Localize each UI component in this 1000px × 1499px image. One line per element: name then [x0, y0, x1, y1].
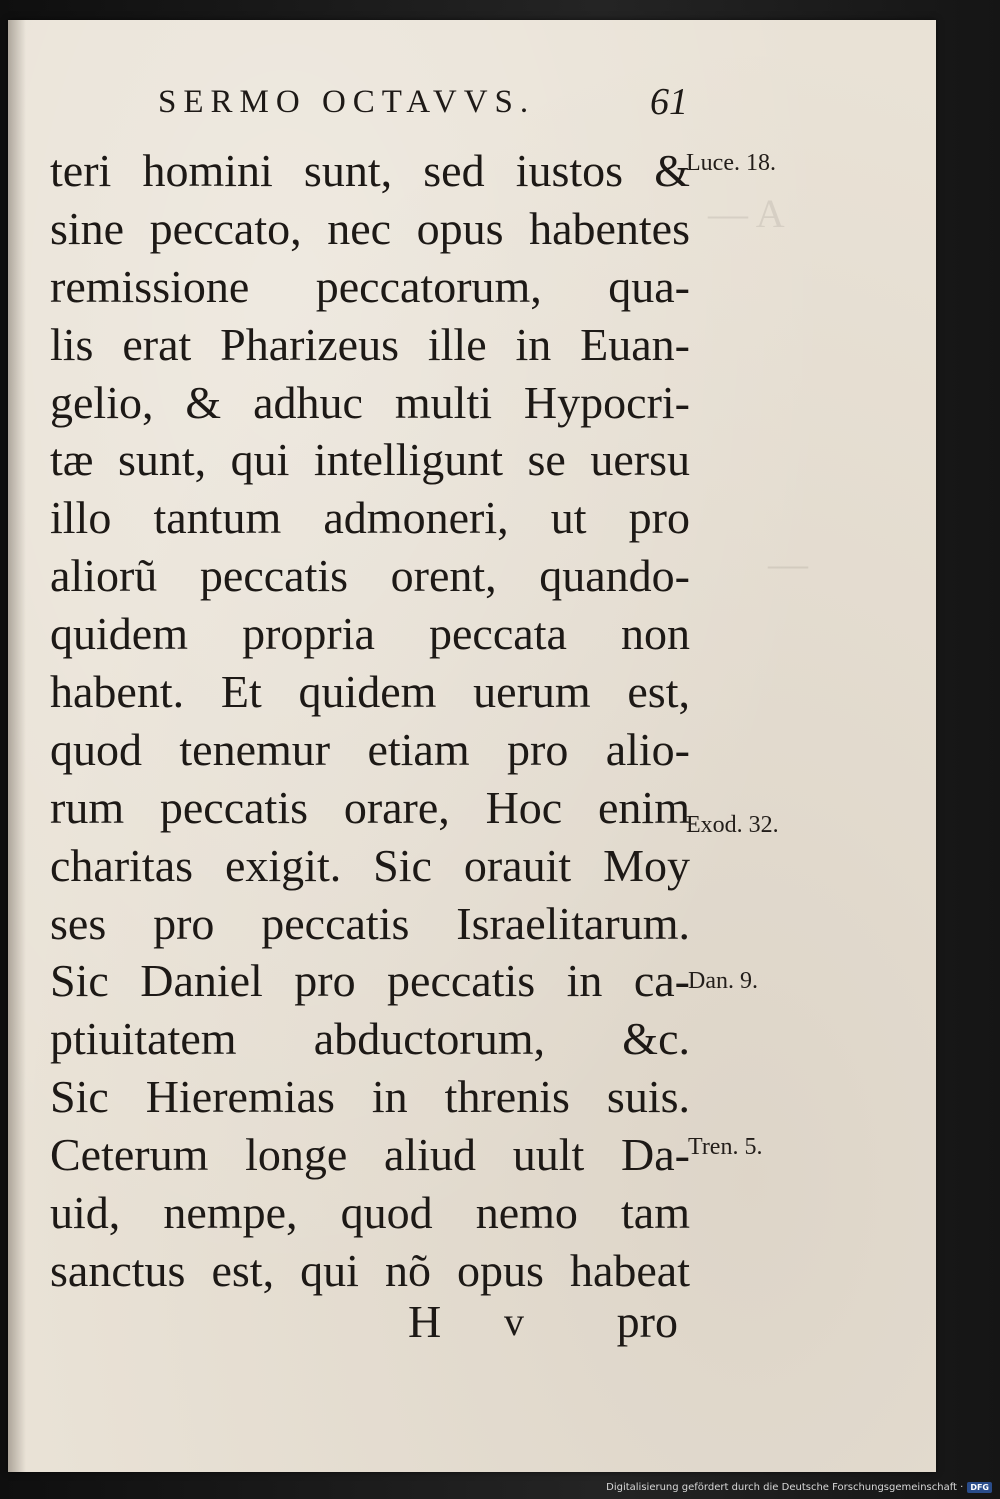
dfg-logo: DFG — [967, 1482, 992, 1493]
margin-note-luke: Luce. 18. — [686, 150, 776, 176]
text-line: lis erat Pharizeus ille in Euan- — [50, 318, 690, 370]
show-through-ghost-text: — A — [708, 191, 785, 236]
book-page — [8, 20, 936, 1472]
text-line: Ceterum longe aliud uult Da- — [50, 1129, 690, 1181]
signature-mark: H — [408, 1296, 442, 1347]
credit-text: Digitalisierung gefördert durch die Deutsche Forschungsgemeinschaft · — [606, 1481, 964, 1493]
digitization-credit — [606, 1479, 992, 1495]
text-line: ses pro peccatis Israelitarum. — [50, 897, 690, 949]
margin-note-exodus: Exod. 32. — [686, 812, 779, 838]
margin-note-lamentations: Tren. 5. — [688, 1134, 763, 1160]
signature-number: v — [504, 1299, 524, 1344]
text-line: uid, nempe, quod nemo tam — [50, 1187, 690, 1239]
text-line: teri homini sunt, sed iustos & — [50, 145, 690, 196]
text-line: tæ sunt, qui intelligunt se uersu — [50, 434, 690, 486]
text-line: charitas exigit. Sic orauit Moy — [50, 839, 690, 891]
text-line: aliorũ peccatis orent, quando- — [50, 550, 690, 602]
margin-note-daniel: Dan. 9. — [688, 968, 758, 994]
text-line: remissione peccatorum, qua- — [50, 260, 690, 312]
text-line: Sic Hieremias in threnis suis. — [50, 1071, 690, 1123]
text-line: sine peccato, nec opus habentes — [50, 202, 690, 254]
show-through-ghost-text-2: — — [768, 541, 808, 586]
text-line: quidem propria peccata non — [50, 608, 690, 660]
text-line: rum peccatis orare, Hoc enim — [50, 781, 690, 833]
text-line: Sic Daniel pro peccatis in ca- — [50, 955, 690, 1007]
signature-catchword-line — [408, 1292, 678, 1352]
text-line: illo tantum admoneri, ut pro — [50, 492, 690, 544]
text-line: sanctus est, qui nõ opus habeat — [50, 1244, 690, 1296]
text-line: habent. Et quidem uerum est, — [50, 666, 690, 718]
spine-shadow — [8, 20, 26, 1472]
running-title: SERMO OCTAVVS. — [158, 84, 536, 120]
text-line: gelio, & adhuc multi Hypocri- — [50, 376, 690, 428]
body-text — [50, 142, 690, 1300]
text-line: quod tenemur etiam pro alio- — [50, 723, 690, 775]
text-line: ptiuitatem abductorum, &c. — [50, 1013, 690, 1065]
running-head — [158, 80, 688, 130]
catchword: pro — [616, 1296, 678, 1347]
page-number: 61 — [650, 81, 688, 123]
